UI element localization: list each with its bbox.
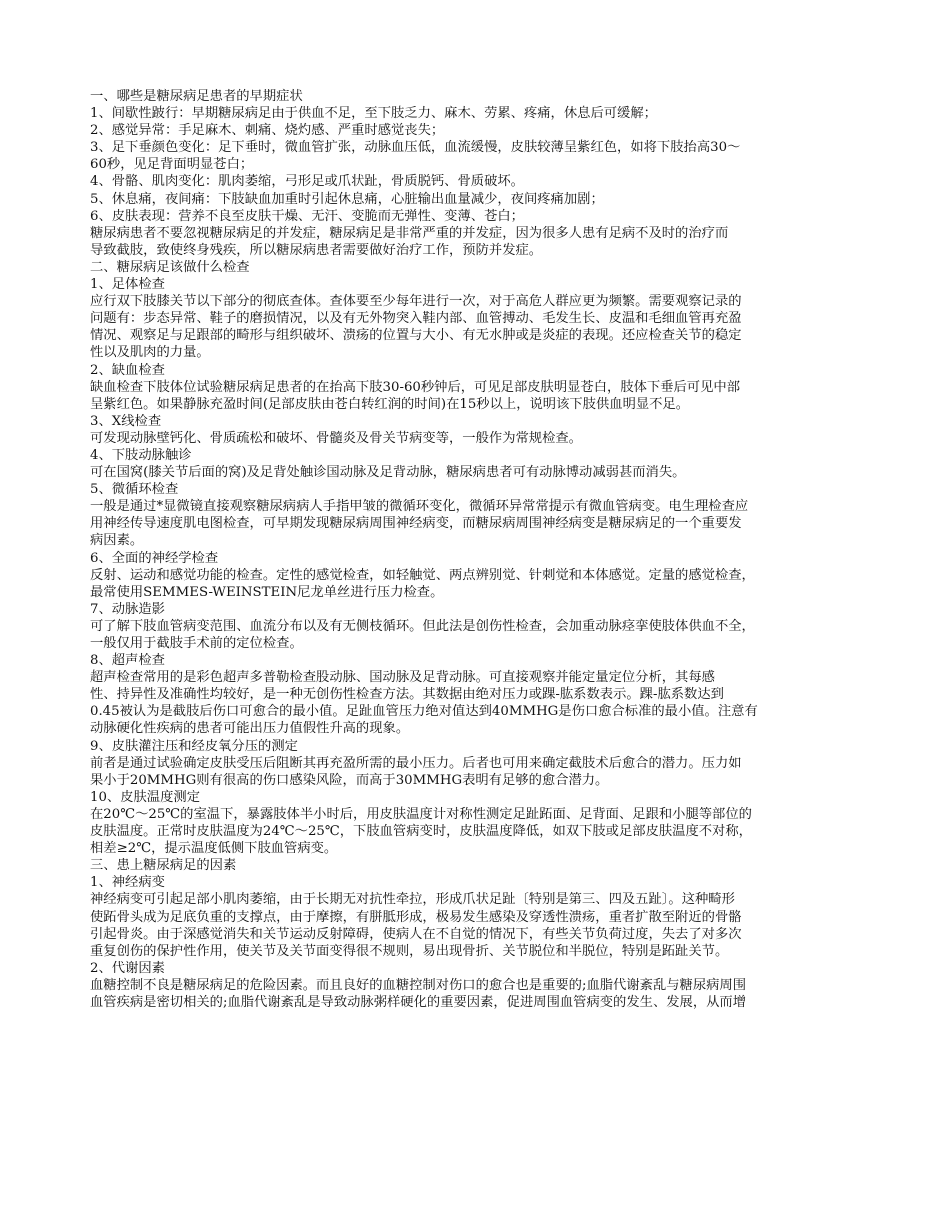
text-line: 重复创伤的保护性作用，使关节及关节面变得很不规则，易出现骨折、关节脱位和半脱位，特别是跖趾关节。	[90, 943, 729, 959]
text-line: 应行双下肢膝关节以下部分的彻底查体。查体要至少每年进行一次，对于高危人群应更为频繁。需要观察记录的	[90, 294, 742, 310]
text-line: 4、骨骼、肌肉变化：肌肉萎缩，弓形足或爪状趾，骨质脱钙、骨质破坏。	[90, 174, 524, 190]
text-line: 引起骨炎。由于深感觉消失和关节运动反射障碍，使病人在不自觉的情况下，有些关节负荷过度，失去了对多次	[90, 926, 742, 942]
document-body	[90, 88, 858, 1011]
text-line: 1、神经病变	[90, 875, 165, 891]
text-line: 9、皮肤灌注压和经皮氧分压的测定	[90, 738, 298, 754]
text-line: 1、间歇性跛行：早期糖尿病足由于供血不足，至下肢乏力、麻木、劳累、疼痛，休息后可缓解；	[90, 106, 657, 122]
text-line: 皮肤温度。正常时皮肤温度为24℃～25℃，下肢血管病变时，皮肤温度降低，如双下肢或足部皮肤温度不对称，	[90, 824, 752, 840]
text-line: 三、患上糖尿病足的因素	[90, 858, 237, 874]
text-line: 性、持异性及准确性均较好，是一种无创伤性检查方法。其数据由绝对压力或踝-肱系数表示。踝-肱系数达到	[90, 687, 724, 703]
text-line: 6、全面的神经学检查	[90, 550, 219, 566]
text-line: 病因素。	[90, 533, 144, 549]
text-line: 60秒，见足背面明显苍白；	[90, 157, 254, 173]
text-line: 糖尿病患者不要忽视糖尿病足的并发症，糖尿病足是非常严重的并发症，因为很多人患有足病不及时的治疗而	[90, 225, 729, 241]
text-line: 情况、观察足与足跟部的畸形与组织破坏、溃疡的位置与大小、有无水肿或是炎症的表现。还应检查关节的稳定	[90, 328, 742, 344]
text-line: 3、X线检查	[90, 413, 162, 429]
text-line: 前者是通过试验确定皮肤受压后阻断其再充盈所需的最小压力。后者也可用来确定截肢术后愈合的潜力。压力如	[90, 755, 742, 771]
text-line: 7、动脉造影	[90, 601, 165, 617]
text-line: 0.45被认为是截肢后伤口可愈合的最小值。足趾血管压力绝对值达到40MMHG是伤口愈合标准的最小值。注意有	[90, 704, 758, 720]
text-line: 反射、运动和感觉功能的检查。定性的感觉检查，如轻触觉、两点辨别觉、针刺觉和本体感觉。定量的感觉检查，	[90, 567, 755, 583]
text-line: 动脉硬化性疾病的患者可能出压力值假性升高的现象。	[90, 721, 410, 737]
text-line: 二、糖尿病足该做什么检查	[90, 259, 250, 275]
text-line: 性以及肌肉的力量。	[90, 345, 210, 361]
text-line: 用神经传导速度肌电图检查，可早期发现糖尿病周围神经病变，而糖尿病周围神经病变是糖尿病足的一个重要发	[90, 516, 742, 532]
text-line: 1、足体检查	[90, 277, 165, 293]
text-line: 最常使用SEMMES-WEINSTEIN尼龙单丝进行压力检查。	[90, 584, 444, 600]
text-line: 血糖控制不良是糖尿病足的危险因素。而且良好的血糖控制对伤口的愈合也是重要的;血脂代谢紊乱与糖尿病周围	[90, 977, 747, 993]
text-line: 缺血检查下肢体位试验糖尿病足患者的在抬高下肢30-60秒钟后，可见足部皮肤明显苍白，肢体下垂后可见中部	[90, 379, 740, 395]
text-line: 10、皮肤温度测定	[90, 789, 200, 805]
text-line: 可发现动脉壁钙化、骨质疏松和破坏、骨髓炎及骨关节病变等，一般作为常规检查。	[90, 430, 582, 446]
text-line: 在20℃～25℃的室温下，暴露肢体半小时后，用皮肤温度计对称性测定足趾跖面、足背面、足跟和小腿等部位的	[90, 806, 752, 822]
text-line: 2、代谢因素	[90, 960, 165, 976]
text-line: 神经病变可引起足部小肌肉萎缩，由于长期无对抗性牵拉，形成爪状足趾〔特别是第三、四及五趾〕。这种畸形	[90, 892, 735, 908]
text-line: 超声检查常用的是彩色超声多普勒检查股动脉、国动脉及足背动脉。可直接观察并能定量定位分析，其每感	[90, 670, 715, 686]
text-line: 一般仅用于截肢手术前的定位检查。	[90, 636, 303, 651]
text-line: 呈紫红色。如果静脉充盈时间(足部皮肤由苍白转红润的时间)在15秒以上，说明该下肢供血明显不足。	[90, 396, 690, 412]
text-line: 导致截肢，致使终身残疾，所以糖尿病患者需要做好治疗工作，预防并发症。	[90, 242, 543, 258]
text-line: 2、缺血检查	[90, 362, 165, 378]
text-line: 可在国窝(膝关节后面的窝)及足背处触诊国动脉及足背动脉，糖尿病患者可有动脉博动减弱甚而消失。	[90, 465, 686, 481]
text-line: 血管疾病是密切相关的;血脂代谢紊乱是导致动脉粥样硬化的重要因素，促进周围血管病变的发生、发展，从而增	[90, 994, 747, 1010]
text-line: 使跖骨头成为足底负重的支撑点，由于摩擦，有胼胝形成，极易发生感染及穿透性溃疡，重者扩散至附近的骨骼	[90, 909, 742, 925]
text-line: 2、感觉异常：手足麻木、刺痛、烧灼感、严重时感觉丧失；	[90, 123, 445, 139]
text-line: 问题有：步态异常、鞋子的磨损情况，以及有无外物突入鞋内部、血管搏动、毛发生长、皮温和毛细血管再充盈	[90, 311, 742, 327]
text-line: 8、超声检查	[90, 653, 165, 669]
text-line: 可了解下肢血管病变范围、血流分布以及有无侧枝循环。但此法是创伤性检查，会加重动脉痉挛使肢体供血不全，	[90, 618, 755, 634]
text-line: 3、足下垂颜色变化：足下垂时，微血管扩张，动脉血压低，血流缓慢，皮肤较薄呈紫红色，如将下肢抬高30～	[90, 140, 741, 156]
text-line: 4、下肢动脉触诊	[90, 447, 192, 463]
text-line: 5、休息痛，夜间痛：下肢缺血加重时引起休息痛，心脏输出血量减少，夜间疼痛加剧；	[90, 191, 604, 207]
text-line: 5、微循环检查	[90, 482, 179, 498]
text-line: 果小于20MMHG则有很高的伤口感染风险，而高于30MMHG表明有足够的愈合潜力。	[90, 772, 609, 788]
text-line: 相差≥2℃，提示温度低侧下肢血管病变。	[90, 841, 338, 857]
text-line: 一般是通过*显微镜直接观察糖尿病病人手指甲皱的微循环变化，微循环异常常提示有微血管病变。电生理检查应	[90, 499, 749, 515]
text-line: 6、皮肤表现：营养不良至皮肤干燥、无汗、变脆而无弹性、变薄、苍白；	[90, 208, 524, 224]
text-line: 一、哪些是糖尿病足患者的早期症状	[90, 89, 303, 104]
